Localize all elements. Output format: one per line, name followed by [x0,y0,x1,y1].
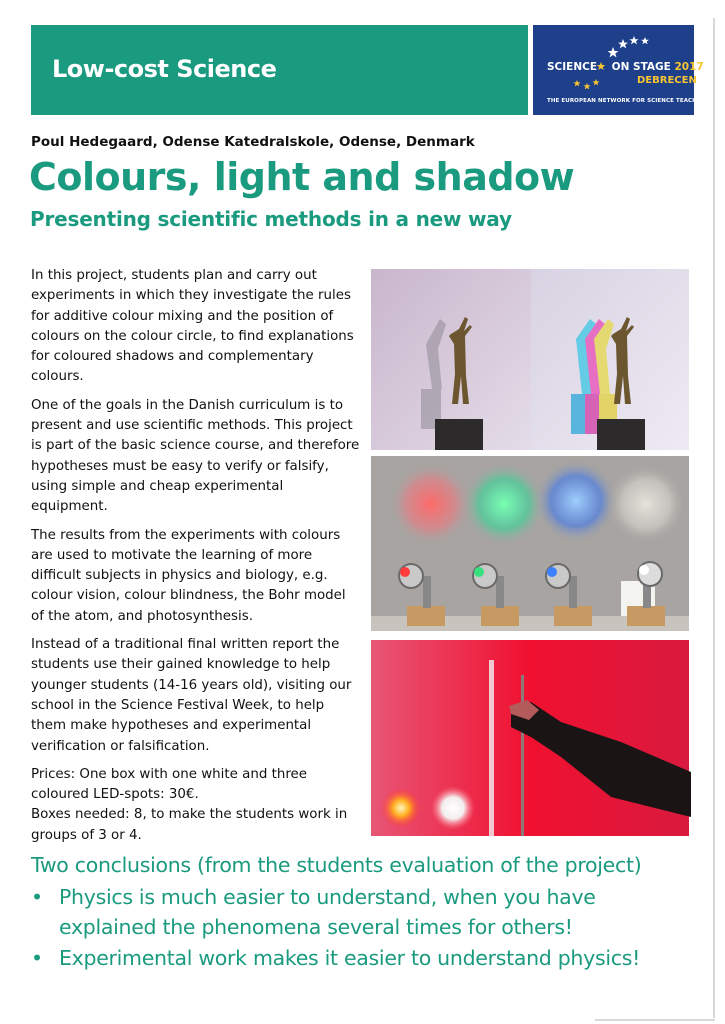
paragraph: One of the goals in the Danish curriculum is to present and use scientific methods. This project is part of the basic science course, and therefore hypotheses must be easy to verify or falsify, using simple and cheap experimental equipment. [31,397,360,515]
list-item: • Experimental work makes it easier to understand physics! [31,944,691,974]
conclusions-heading: Two conclusions (from the students evaluation of the project) [31,853,642,877]
banner-title: Low-cost Science [52,55,277,83]
photo-led-spots [371,456,689,631]
list-item: • Physics is much easier to understand, when you have explained the phenomena several times for others! [31,885,596,939]
conclusions-list [31,883,691,976]
author-line: Poul Hedegaard, Odense Katedralskole, Odense, Denmark [31,134,475,150]
bullet-icon: • [31,885,43,909]
prices-text: Prices: One box with one white and three coloured LED-spots: 30€. [31,766,308,803]
logo-tagline: THE EUROPEAN NETWORK FOR SCIENCE TEACHERS [547,98,710,104]
photo-coloured-shadows [371,269,689,450]
page-bottom-edge [595,1019,715,1021]
bullet-icon: • [31,946,43,970]
boxes-text: Boxes needed: 8, to make the students work in groups of 3 or 4. [31,807,348,843]
header-banner [31,25,528,115]
logo-city: DEBRECEN [637,75,697,86]
logo-wordmark: SCIENCE ON STAGE 2017 [547,61,704,73]
paragraph: In this project, students plan and carry out experiments in which they investigate the rules for additive colour mixing and the position of colours on the colour circle, to find explanations for coloured shadows and complementary colours. [31,268,354,385]
body-text [31,266,361,854]
page-title: Colours, light and shadow [29,155,575,199]
page-edge-shadow [713,18,715,1018]
paragraph: Instead of a traditional final written report the students use their gained knowledge to help younger students (14-16 years old), visiting our school in the Science Festival Week, to help them make hypotheses and experimental verification or falsification. [31,637,352,754]
science-on-stage-logo [533,25,710,115]
paragraph: The results from the experiments with colours are used to motivate the learning of more difficult subjects in physics and biology, e.g. colour vision, colour blindness, the Bohr model of the atom, and photosynthesis. [31,527,346,624]
photo-hand-red-light [371,640,689,836]
page-subtitle: Presenting scientific methods in a new way [30,207,512,231]
